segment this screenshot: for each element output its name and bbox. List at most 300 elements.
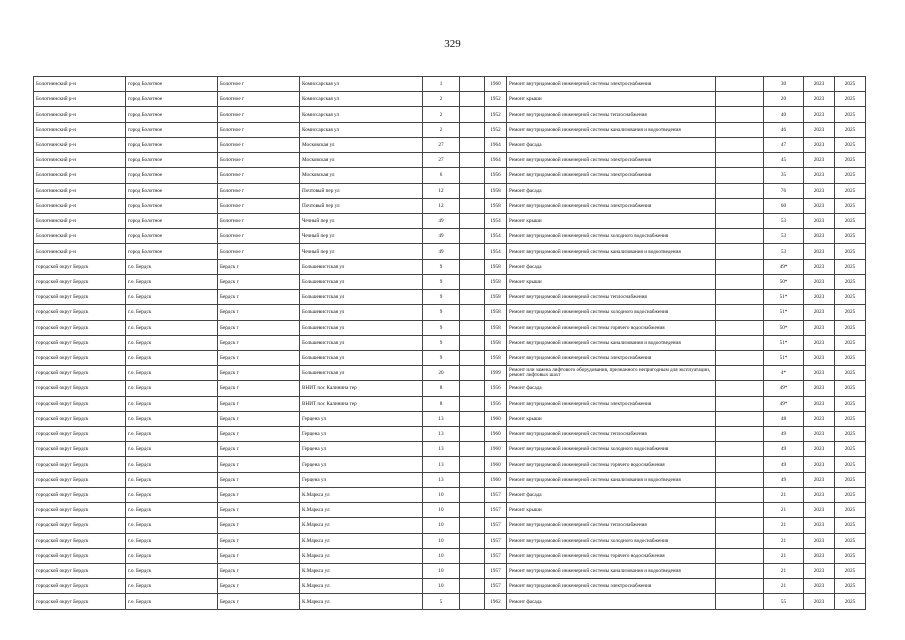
year-built-cell: 1958 <box>485 305 507 320</box>
locality-cell: Бердск г <box>218 487 300 502</box>
locality-cell: Бердск г <box>218 442 300 457</box>
locality-cell: Бердск г <box>218 320 300 335</box>
year-built-cell: 1957 <box>485 548 507 563</box>
house-number-cell: 13 <box>423 472 460 487</box>
district-cell: Болотнинский р-н <box>34 183 126 198</box>
district-cell: Болотнинский р-н <box>34 244 126 259</box>
district-cell: городской округ Бердск <box>34 335 126 350</box>
building-cell <box>460 198 485 213</box>
locality-cell: Болотное г <box>218 168 300 183</box>
locality-cell: Болотное г <box>218 153 300 168</box>
end-year-cell: 2025 <box>835 472 866 487</box>
locality-cell: Болотное г <box>218 244 300 259</box>
house-number-cell: 2 <box>423 92 460 107</box>
house-number-cell: 49 <box>423 244 460 259</box>
district-cell: городской округ Бердск <box>34 274 126 289</box>
municipality-cell: город Болотное <box>126 122 218 137</box>
house-number-cell: 13 <box>423 411 460 426</box>
start-year-cell: 2023 <box>804 411 835 426</box>
table-row <box>34 335 866 350</box>
table-row <box>34 137 866 152</box>
end-year-cell: 2025 <box>835 579 866 594</box>
value-cell: 49* <box>764 396 804 411</box>
year-built-cell: 1960 <box>485 77 507 92</box>
start-year-cell: 2023 <box>804 274 835 289</box>
spacer-cell <box>716 183 764 198</box>
value-cell: 53 <box>764 229 804 244</box>
locality-cell: Бердск г <box>218 457 300 472</box>
year-built-cell: 1960 <box>485 427 507 442</box>
municipality-cell: город Болотное <box>126 168 218 183</box>
district-cell: городской округ Бердск <box>34 472 126 487</box>
municipality-cell: г.о. Бердск <box>126 487 218 502</box>
year-built-cell: 1964 <box>485 137 507 152</box>
work-type-cell: Ремонт внутридомовой инженерной системы холодного водоснабжения <box>507 442 716 457</box>
end-year-cell: 2025 <box>835 77 866 92</box>
work-type-cell: Ремонт крыши <box>507 213 716 228</box>
district-cell: городской округ Бердск <box>34 427 126 442</box>
spacer-cell <box>716 442 764 457</box>
year-built-cell: 1957 <box>485 487 507 502</box>
year-built-cell: 1957 <box>485 503 507 518</box>
building-cell <box>460 548 485 563</box>
building-cell <box>460 320 485 335</box>
building-cell <box>460 411 485 426</box>
district-cell: Болотнинский р-н <box>34 168 126 183</box>
street-cell: Герцена ул <box>300 472 423 487</box>
spacer-cell <box>716 564 764 579</box>
district-cell: городской округ Бердск <box>34 487 126 502</box>
end-year-cell: 2025 <box>835 427 866 442</box>
value-cell: 21 <box>764 518 804 533</box>
start-year-cell: 2023 <box>804 564 835 579</box>
end-year-cell: 2025 <box>835 92 866 107</box>
table-body <box>34 77 866 610</box>
start-year-cell: 2023 <box>804 579 835 594</box>
spacer-cell <box>716 350 764 365</box>
district-cell: городской округ Бердск <box>34 457 126 472</box>
value-cell: 53 <box>764 213 804 228</box>
locality-cell: Бердск г <box>218 594 300 609</box>
spacer-cell <box>716 92 764 107</box>
locality-cell: Бердск г <box>218 366 300 381</box>
work-type-cell: Ремонт крыши <box>507 411 716 426</box>
spacer-cell <box>716 320 764 335</box>
locality-cell: Болотное г <box>218 183 300 198</box>
municipality-cell: город Болотное <box>126 92 218 107</box>
house-number-cell: 10 <box>423 533 460 548</box>
house-number-cell: 9 <box>423 320 460 335</box>
year-built-cell: 1958 <box>485 259 507 274</box>
house-number-cell: 10 <box>423 579 460 594</box>
work-type-cell: Ремонт крыши <box>507 503 716 518</box>
spacer-cell <box>716 153 764 168</box>
municipality-cell: г.о. Бердск <box>126 305 218 320</box>
spacer-cell <box>716 396 764 411</box>
municipality-cell: г.о. Бердск <box>126 548 218 563</box>
start-year-cell: 2023 <box>804 183 835 198</box>
end-year-cell: 2025 <box>835 229 866 244</box>
building-cell <box>460 229 485 244</box>
work-type-cell: Ремонт фасада <box>507 594 716 609</box>
spacer-cell <box>716 290 764 305</box>
table-row <box>34 533 866 548</box>
work-type-cell: Ремонт внутридомовой инженерной системы канализования и водоотведения <box>507 472 716 487</box>
work-type-cell: Ремонт крыши <box>507 92 716 107</box>
value-cell: 51* <box>764 305 804 320</box>
building-cell <box>460 213 485 228</box>
municipality-cell: г.о. Бердск <box>126 274 218 289</box>
district-cell: городской округ Бердск <box>34 411 126 426</box>
work-type-cell: Ремонт внутридомовой инженерной системы электроснабжения <box>507 198 716 213</box>
table-row <box>34 259 866 274</box>
year-built-cell: 1954 <box>485 213 507 228</box>
street-cell: Комиссарская ул <box>300 77 423 92</box>
table-row <box>34 548 866 563</box>
value-cell: 49* <box>764 381 804 396</box>
spacer-cell <box>716 533 764 548</box>
spacer-cell <box>716 548 764 563</box>
page-number: 329 <box>444 38 461 50</box>
year-built-cell: 1956 <box>485 381 507 396</box>
value-cell: 40 <box>764 107 804 122</box>
value-cell: 46 <box>764 122 804 137</box>
work-type-cell: Ремонт внутридомовой инженерной системы теплоснабжения <box>507 427 716 442</box>
table-row <box>34 77 866 92</box>
building-cell <box>460 533 485 548</box>
value-cell: 21 <box>764 579 804 594</box>
house-number-cell: 10 <box>423 518 460 533</box>
locality-cell: Болотное г <box>218 122 300 137</box>
municipality-cell: г.о. Бердск <box>126 335 218 350</box>
work-type-cell: Ремонт крыши <box>507 274 716 289</box>
table-row <box>34 305 866 320</box>
year-built-cell: 1957 <box>485 579 507 594</box>
building-cell <box>460 244 485 259</box>
start-year-cell: 2023 <box>804 350 835 365</box>
work-type-cell: Ремонт внутридомовой инженерной системы канализования и водоотведения <box>507 564 716 579</box>
start-year-cell: 2023 <box>804 457 835 472</box>
end-year-cell: 2025 <box>835 548 866 563</box>
work-type-cell: Ремонт внутридомовой инженерной системы канализования и водоотведения <box>507 335 716 350</box>
end-year-cell: 2025 <box>835 518 866 533</box>
spacer-cell <box>716 366 764 381</box>
start-year-cell: 2023 <box>804 442 835 457</box>
spacer-cell <box>716 168 764 183</box>
table-row <box>34 442 866 457</box>
year-built-cell: 1958 <box>485 198 507 213</box>
work-type-cell: Ремонт фасада <box>507 183 716 198</box>
table-row <box>34 366 866 381</box>
work-type-cell: Ремонт внутридомовой инженерной системы канализования и водоотведения <box>507 244 716 259</box>
work-type-cell: Ремонт внутридомовой инженерной системы электроснабжения <box>507 77 716 92</box>
start-year-cell: 2023 <box>804 244 835 259</box>
building-cell <box>460 442 485 457</box>
street-cell: Герцена ул <box>300 442 423 457</box>
end-year-cell: 2025 <box>835 335 866 350</box>
value-cell: 21 <box>764 564 804 579</box>
street-cell: К.Маркса ул <box>300 594 423 609</box>
municipality-cell: г.о. Бердск <box>126 290 218 305</box>
municipality-cell: г.о. Бердск <box>126 350 218 365</box>
house-number-cell: 13 <box>423 427 460 442</box>
spacer-cell <box>716 427 764 442</box>
year-built-cell: 1954 <box>485 229 507 244</box>
end-year-cell: 2025 <box>835 533 866 548</box>
end-year-cell: 2025 <box>835 564 866 579</box>
end-year-cell: 2025 <box>835 107 866 122</box>
district-cell: Болотнинский р-н <box>34 213 126 228</box>
street-cell: К.Маркса ул <box>300 579 423 594</box>
end-year-cell: 2025 <box>835 487 866 502</box>
work-type-cell: Ремонт внутридомовой инженерной системы электроснабжения <box>507 350 716 365</box>
work-type-cell: Ремонт внутридомовой инженерной системы канализования и водоотведения <box>507 122 716 137</box>
locality-cell: Бердск г <box>218 259 300 274</box>
table-row <box>34 411 866 426</box>
municipality-cell: город Болотное <box>126 213 218 228</box>
locality-cell: Болотное г <box>218 77 300 92</box>
spacer-cell <box>716 594 764 609</box>
year-built-cell: 1957 <box>485 564 507 579</box>
building-cell <box>460 92 485 107</box>
locality-cell: Болотное г <box>218 229 300 244</box>
spacer-cell <box>716 411 764 426</box>
municipality-cell: г.о. Бердск <box>126 320 218 335</box>
municipality-cell: г.о. Бердск <box>126 381 218 396</box>
start-year-cell: 2023 <box>804 213 835 228</box>
municipality-cell: город Болотное <box>126 107 218 122</box>
value-cell: 50* <box>764 274 804 289</box>
street-cell: Большевистская ул <box>300 259 423 274</box>
district-cell: городской округ Бердск <box>34 305 126 320</box>
house-number-cell: 20 <box>423 366 460 381</box>
building-cell <box>460 274 485 289</box>
table-row <box>34 579 866 594</box>
value-cell: 47 <box>764 137 804 152</box>
street-cell: К.Маркса ул <box>300 533 423 548</box>
building-cell <box>460 183 485 198</box>
table-row <box>34 168 866 183</box>
district-cell: городской округ Бердск <box>34 396 126 411</box>
value-cell: 45 <box>764 153 804 168</box>
end-year-cell: 2025 <box>835 244 866 259</box>
work-type-cell: Ремонт внутридомовой инженерной системы электроснабжения <box>507 396 716 411</box>
table-row <box>34 290 866 305</box>
municipality-cell: город Болотное <box>126 77 218 92</box>
value-cell: 21 <box>764 533 804 548</box>
work-type-cell: Ремонт внутридомовой инженерной системы теплоснабжения <box>507 290 716 305</box>
street-cell: Большевистская ул <box>300 350 423 365</box>
building-cell <box>460 335 485 350</box>
district-cell: Болотнинский р-н <box>34 77 126 92</box>
street-cell: Большевистская ул <box>300 305 423 320</box>
street-cell: Большевистская ул <box>300 290 423 305</box>
building-cell <box>460 503 485 518</box>
locality-cell: Бердск г <box>218 274 300 289</box>
value-cell: 30 <box>764 77 804 92</box>
locality-cell: Бердск г <box>218 305 300 320</box>
district-cell: Болотнинский р-н <box>34 153 126 168</box>
start-year-cell: 2023 <box>804 92 835 107</box>
year-built-cell: 1958 <box>485 290 507 305</box>
street-cell: Почтовый пер ул <box>300 198 423 213</box>
repair-schedule-table <box>33 76 866 610</box>
house-number-cell: 13 <box>423 457 460 472</box>
locality-cell: Бердск г <box>218 396 300 411</box>
municipality-cell: город Болотное <box>126 244 218 259</box>
spacer-cell <box>716 77 764 92</box>
spacer-cell <box>716 381 764 396</box>
street-cell: Большевистская ул <box>300 274 423 289</box>
work-type-cell: Ремонт внутридомовой инженерной системы холодного водоснабжения <box>507 229 716 244</box>
start-year-cell: 2023 <box>804 594 835 609</box>
house-number-cell: 1 <box>423 77 460 92</box>
year-built-cell: 1952 <box>485 92 507 107</box>
street-cell: Большевистская ул <box>300 366 423 381</box>
building-cell <box>460 487 485 502</box>
spacer-cell <box>716 213 764 228</box>
table-row <box>34 472 866 487</box>
municipality-cell: г.о. Бердск <box>126 503 218 518</box>
street-cell: Почтовый пер ул <box>300 183 423 198</box>
work-type-cell: Ремонт внутридомовой инженерной системы электроснабжения <box>507 579 716 594</box>
house-number-cell: 13 <box>423 442 460 457</box>
street-cell: Чечный пер ул <box>300 213 423 228</box>
start-year-cell: 2023 <box>804 305 835 320</box>
house-number-cell: 49 <box>423 213 460 228</box>
building-cell <box>460 153 485 168</box>
house-number-cell: 10 <box>423 548 460 563</box>
start-year-cell: 2023 <box>804 396 835 411</box>
spacer-cell <box>716 335 764 350</box>
year-built-cell: 1999 <box>485 366 507 381</box>
street-cell: К.Маркса ул <box>300 518 423 533</box>
district-cell: Болотнинский р-н <box>34 198 126 213</box>
table-row <box>34 274 866 289</box>
end-year-cell: 2025 <box>835 168 866 183</box>
year-built-cell: 1956 <box>485 396 507 411</box>
value-cell: 51* <box>764 350 804 365</box>
work-type-cell: Ремонт внутридомовой инженерной системы электроснабжения <box>507 168 716 183</box>
value-cell: 49* <box>764 259 804 274</box>
end-year-cell: 2025 <box>835 122 866 137</box>
year-built-cell: 1960 <box>485 411 507 426</box>
locality-cell: Бердск г <box>218 411 300 426</box>
spacer-cell <box>716 244 764 259</box>
house-number-cell: 6 <box>423 168 460 183</box>
house-number-cell: 12 <box>423 183 460 198</box>
value-cell: 55 <box>764 594 804 609</box>
municipality-cell: город Болотное <box>126 153 218 168</box>
house-number-cell: 2 <box>423 107 460 122</box>
municipality-cell: г.о. Бердск <box>126 396 218 411</box>
end-year-cell: 2025 <box>835 137 866 152</box>
building-cell <box>460 137 485 152</box>
start-year-cell: 2023 <box>804 137 835 152</box>
work-type-cell: Ремонт внутридомовой инженерной системы теплоснабжения <box>507 518 716 533</box>
value-cell: 20 <box>764 92 804 107</box>
start-year-cell: 2023 <box>804 229 835 244</box>
house-number-cell: 27 <box>423 153 460 168</box>
start-year-cell: 2023 <box>804 335 835 350</box>
spacer-cell <box>716 487 764 502</box>
district-cell: городской округ Бердск <box>34 366 126 381</box>
building-cell <box>460 396 485 411</box>
end-year-cell: 2025 <box>835 213 866 228</box>
end-year-cell: 2025 <box>835 305 866 320</box>
work-type-cell: Ремонт внутридомовой инженерной системы горячего водоснабжения <box>507 457 716 472</box>
end-year-cell: 2025 <box>835 183 866 198</box>
district-cell: городской округ Бердск <box>34 259 126 274</box>
locality-cell: Бердск г <box>218 518 300 533</box>
work-type-cell: Ремонт внутридомовой инженерной системы горячего водоснабжения <box>507 320 716 335</box>
district-cell: Болотнинский р-н <box>34 107 126 122</box>
district-cell: городской округ Бердск <box>34 442 126 457</box>
value-cell: 21 <box>764 548 804 563</box>
house-number-cell: 10 <box>423 564 460 579</box>
locality-cell: Болотное г <box>218 213 300 228</box>
district-cell: городской округ Бердск <box>34 533 126 548</box>
spacer-cell <box>716 518 764 533</box>
end-year-cell: 2025 <box>835 442 866 457</box>
spacer-cell <box>716 229 764 244</box>
house-number-cell: 10 <box>423 487 460 502</box>
district-cell: городской округ Бердск <box>34 594 126 609</box>
table-row <box>34 213 866 228</box>
locality-cell: Болотное г <box>218 107 300 122</box>
district-cell: городской округ Бердск <box>34 518 126 533</box>
table-row <box>34 198 866 213</box>
street-cell: ВНИТ пос Калинина тер <box>300 396 423 411</box>
start-year-cell: 2023 <box>804 320 835 335</box>
start-year-cell: 2023 <box>804 427 835 442</box>
table-row <box>34 229 866 244</box>
work-type-cell: Ремонт фасада <box>507 259 716 274</box>
street-cell: Герцена ул <box>300 427 423 442</box>
municipality-cell: г.о. Бердск <box>126 259 218 274</box>
end-year-cell: 2025 <box>835 411 866 426</box>
building-cell <box>460 168 485 183</box>
start-year-cell: 2023 <box>804 503 835 518</box>
table-row <box>34 92 866 107</box>
end-year-cell: 2025 <box>835 259 866 274</box>
district-cell: городской округ Бердск <box>34 350 126 365</box>
house-number-cell: 8 <box>423 396 460 411</box>
street-cell: Московская ул <box>300 137 423 152</box>
spacer-cell <box>716 122 764 137</box>
house-number-cell: 12 <box>423 198 460 213</box>
year-built-cell: 1952 <box>485 122 507 137</box>
value-cell: 49 <box>764 457 804 472</box>
street-cell: Чечный пер ул <box>300 229 423 244</box>
year-built-cell: 1958 <box>485 320 507 335</box>
end-year-cell: 2025 <box>835 350 866 365</box>
street-cell: Герцена ул <box>300 457 423 472</box>
end-year-cell: 2025 <box>835 320 866 335</box>
work-type-cell: Ремонт или замена лифтового оборудования, признанного непригодным для эксплуатации, ремонт лифтовых шахт <box>507 366 716 381</box>
start-year-cell: 2023 <box>804 198 835 213</box>
end-year-cell: 2025 <box>835 457 866 472</box>
house-number-cell: 9 <box>423 259 460 274</box>
municipality-cell: город Болотное <box>126 198 218 213</box>
year-built-cell: 1960 <box>485 442 507 457</box>
house-number-cell: 2 <box>423 122 460 137</box>
year-built-cell: 1960 <box>485 472 507 487</box>
spacer-cell <box>716 259 764 274</box>
municipality-cell: город Болотное <box>126 229 218 244</box>
end-year-cell: 2025 <box>835 396 866 411</box>
street-cell: Комиссарская ул <box>300 92 423 107</box>
